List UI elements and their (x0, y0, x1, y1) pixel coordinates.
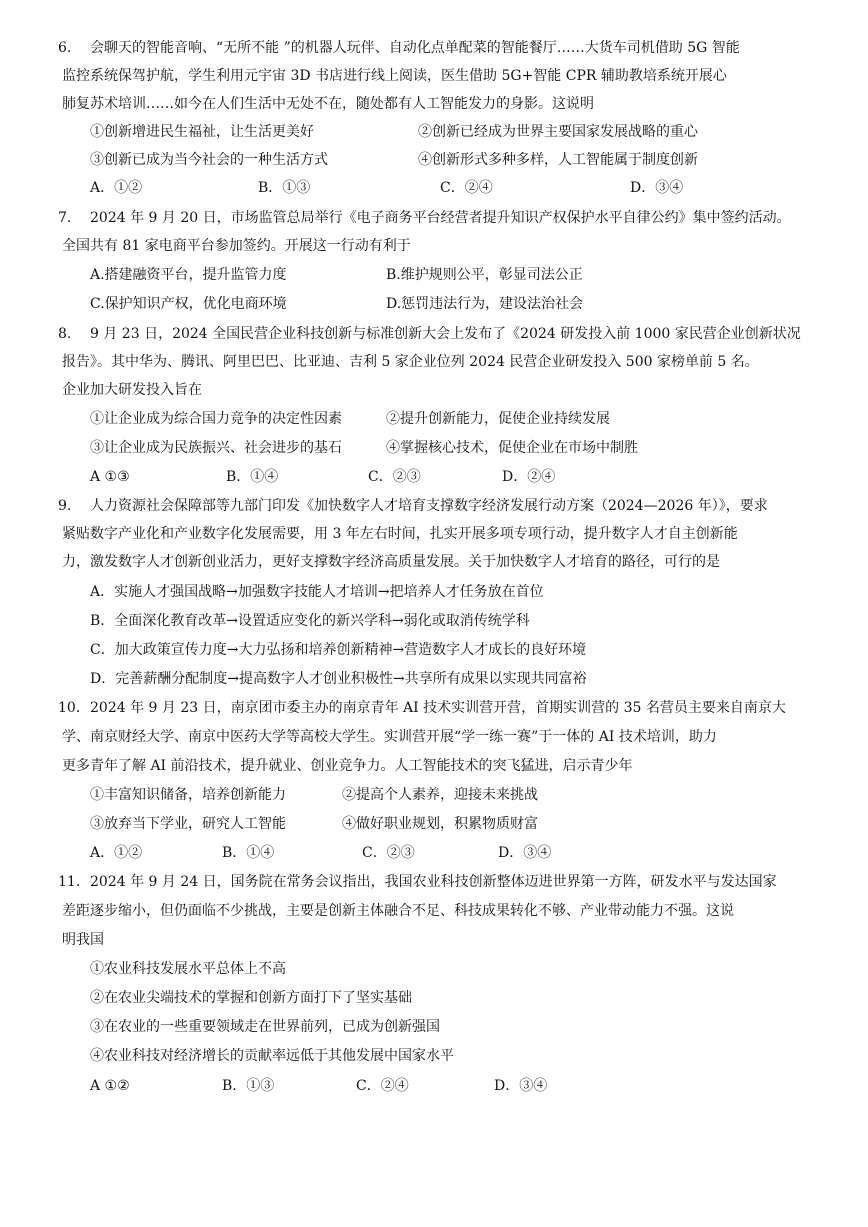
question-stem-line: 会聊天的智能音响、“无所不能 ”的机器人玩伴、自动化点单配菜的智能餐厅……大货车司机借助 5G 智能 (90, 40, 740, 56)
question-stem-line: 更多青年了解 AI 前沿技术，提升就业、创业竞争力。人工智能技术的突飞猛进，启示青少年 (62, 758, 633, 774)
question-stem-line: 肺复苏术培训……如今在人们生活中无处不在，随处都有人工智能发力的身影。这说明 (62, 96, 594, 112)
statement-item: ②创新已经成为世界主要国家发展战略的重心 (418, 124, 698, 140)
choice-c[interactable]: C．②③ (368, 469, 421, 485)
choice-d[interactable]: D.惩罚违法行为，建设法治社会 (386, 296, 584, 312)
statement-item: ②提升创新能力，促使企业持续发展 (386, 411, 610, 427)
choice-d[interactable]: D．③④ (630, 180, 684, 196)
question-stem-line: 2024 年 9 月 23 日，南京团市委主办的南京青年 AI 技术实训营开营，首期实训营的 35 名营员主要来自南京大 (90, 700, 786, 716)
choice-a[interactable]: A．实施人才强国战略→加强数字技能人才培训→把培养人才任务放在首位 (90, 584, 544, 600)
question-number: 7. (58, 210, 72, 226)
choice-c[interactable]: C．加大政策宣传力度→大力弘扬和培养创新精神→营造数字人才成长的良好环境 (90, 642, 587, 658)
statement-item: ④创新形式多种多样，人工智能属于制度创新 (418, 152, 698, 168)
choice-c[interactable]: C．②③ (362, 845, 415, 861)
choice-c[interactable]: C．②④ (356, 1078, 409, 1094)
statement-item: ①创新增进民生福祉，让生活更美好 (90, 124, 314, 140)
statement-item: ①让企业成为综合国力竞争的决定性因素 (90, 411, 342, 427)
choice-a[interactable]: A.搭建融资平台，提升监管力度 (90, 267, 287, 283)
question-stem-line: 紧贴数字产业化和产业数字化发展需要，用 3 年左右时间，扎实开展多项专项行动，提升数字人才自主创新能 (62, 526, 738, 542)
choice-c[interactable]: C．②④ (440, 180, 493, 196)
statement-item: ①农业科技发展水平总体上不高 (90, 961, 286, 977)
question-stem-line: 企业加大研发投入旨在 (62, 382, 202, 398)
choice-b[interactable]: B.维护规则公平，彰显司法公正 (386, 267, 583, 283)
statement-item: ④掌握核心技术，促使企业在市场中制胜 (386, 440, 638, 456)
statement-item: ③在农业的一些重要领域走在世界前列，已成为创新强国 (90, 1019, 440, 1035)
question-number: 10. (58, 700, 81, 716)
question-stem-line: 全国共有 81 家电商平台参加签约。开展这一行动有利于 (62, 238, 411, 254)
question-stem-line: 报告》。其中华为、腾讯、阿里巴巴、比亚迪、吉利 5 家企业位列 2024 民营企业研发投入 500 家榜单前 5 名。 (62, 354, 759, 370)
question-stem-line: 9 月 23 日，2024 全国民营企业科技创新与标准创新大会上发布了《2024 研发投入前 1000 家民营企业创新状况 (90, 326, 801, 342)
question-stem-line: 监控系统保驾护航，学生利用元宇宙 3D 书店进行线上阅读，医生借助 5G+智能 CPR 辅助教培系统开展心 (62, 68, 727, 84)
choice-d[interactable]: D．完善薪酬分配制度→提高数字人才创业积极性→共享所有成果以实现共同富裕 (90, 671, 587, 687)
question-stem-line: 力，激发数字人才创新创业活力，更好支撑数字经济高质量发展。关于加快数字人才培育的路径，可行的是 (62, 554, 720, 570)
question-number: 11. (58, 874, 81, 890)
statement-item: ②在农业尖端技术的掌握和创新方面打下了坚实基础 (90, 990, 412, 1006)
statement-item: ③创新已成为当今社会的一种生活方式 (90, 152, 328, 168)
statement-item: ②提高个人素养，迎接未来挑战 (342, 787, 538, 803)
choice-d[interactable]: D．③④ (494, 1078, 548, 1094)
statement-item: ③放弃当下学业，研究人工智能 (90, 816, 286, 832)
choice-b[interactable]: B．①④ (226, 469, 279, 485)
choice-d[interactable]: D．②④ (502, 469, 556, 485)
question-number: 8. (58, 326, 72, 342)
choice-c[interactable]: C.保护知识产权，优化电商环境 (90, 296, 287, 312)
choice-d[interactable]: D．③④ (498, 845, 552, 861)
question-stem-line: 学、南京财经大学、南京中医药大学等高校大学生。实训营开展“学一练一赛”于一体的 AI 技术培训，助力 (62, 729, 717, 745)
choice-b[interactable]: B．①④ (222, 845, 275, 861)
statement-item: ①丰富知识储备，培养创新能力 (90, 787, 286, 803)
choice-b[interactable]: B．①③ (258, 180, 311, 196)
choice-a[interactable]: A．①② (90, 180, 143, 196)
question-stem-line: 明我国 (62, 932, 104, 948)
question-number: 6. (58, 40, 72, 56)
statement-item: ④农业科技对经济增长的贡献率远低于其他发展中国家水平 (90, 1048, 454, 1064)
question-stem-line: 差距逐步缩小，但仍面临不少挑战，主要是创新主体融合不足、科技成果转化不够、产业带动能力不强。这说 (62, 903, 734, 919)
statement-item: ④做好职业规划，积累物质财富 (342, 816, 538, 832)
choice-a[interactable]: A ①② (90, 1078, 130, 1094)
question-stem-line: 2024 年 9 月 20 日，市场监管总局举行《电子商务平台经营者提升知识产权保护水平自律公约》集中签约活动。 (90, 210, 791, 226)
choice-b[interactable]: B．①③ (222, 1078, 275, 1094)
question-stem-line: 2024 年 9 月 24 日，国务院在常务会议指出，我国农业科技创新整体迈进世界第一方阵，研发水平与发达国家 (90, 874, 777, 890)
statement-item: ③让企业成为民族振兴、社会进步的基石 (90, 440, 342, 456)
choice-a[interactable]: A ①③ (90, 469, 130, 485)
question-number: 9. (58, 498, 72, 514)
choice-a[interactable]: A．①② (90, 845, 143, 861)
choice-b[interactable]: B．全面深化教育改革→设置适应变化的新兴学科→弱化或取消传统学科 (90, 613, 530, 629)
question-stem-line: 人力资源社会保障部等九部门印发《加快数字人才培育支撑数字经济发展行动方案（2024—2026 年）》，要求 (90, 498, 768, 514)
